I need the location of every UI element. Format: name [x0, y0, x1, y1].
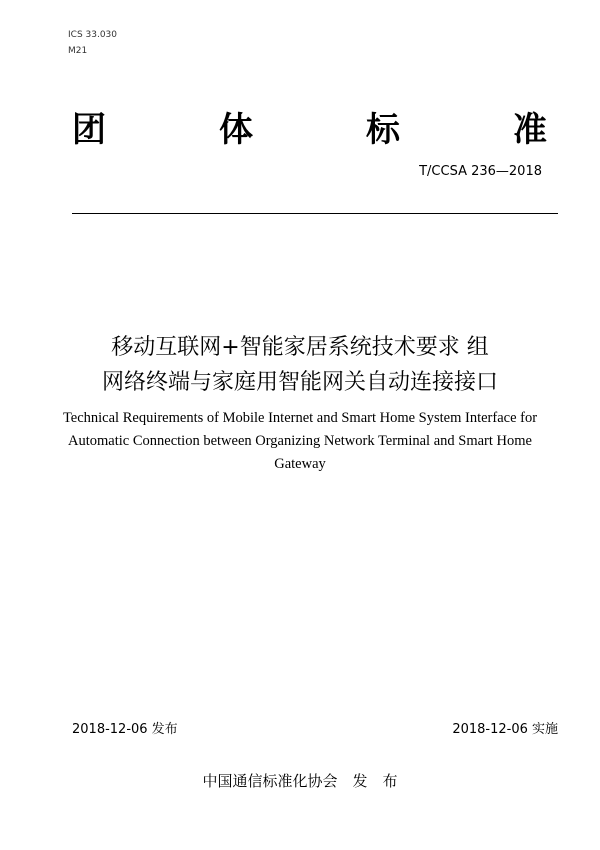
title-en-line: Automatic Connection between Organizing Network Terminal and Smart Home: [68, 433, 532, 449]
title-cn-line: 移动互联网+智能家居系统技术要求 组: [111, 335, 489, 360]
title-cn-line: 网络终端与家庭用智能网关自动连接接口: [101, 370, 498, 395]
divider: [72, 213, 558, 214]
title-en-line: Technical Requirements of Mobile Internet and Smart Home System Interface for: [62, 410, 538, 426]
heading-char: 准: [513, 110, 547, 150]
title-en-line: Gateway: [274, 456, 326, 472]
heading-char: 团: [72, 110, 106, 150]
document-type-heading: [72, 102, 547, 151]
heading-char: 体: [219, 110, 253, 150]
publisher: 中国通信标准化协会 发 布: [202, 772, 398, 790]
ics-code: ICS 33.030: [68, 30, 118, 40]
heading-char: 标: [366, 110, 400, 150]
publish-date: 2018-12-06 发布: [72, 722, 178, 737]
implement-date: 2018-12-06 实施: [452, 722, 558, 737]
ccs-code: M21: [68, 46, 88, 56]
standard-number: T/CCSA 236—2018: [419, 164, 542, 179]
